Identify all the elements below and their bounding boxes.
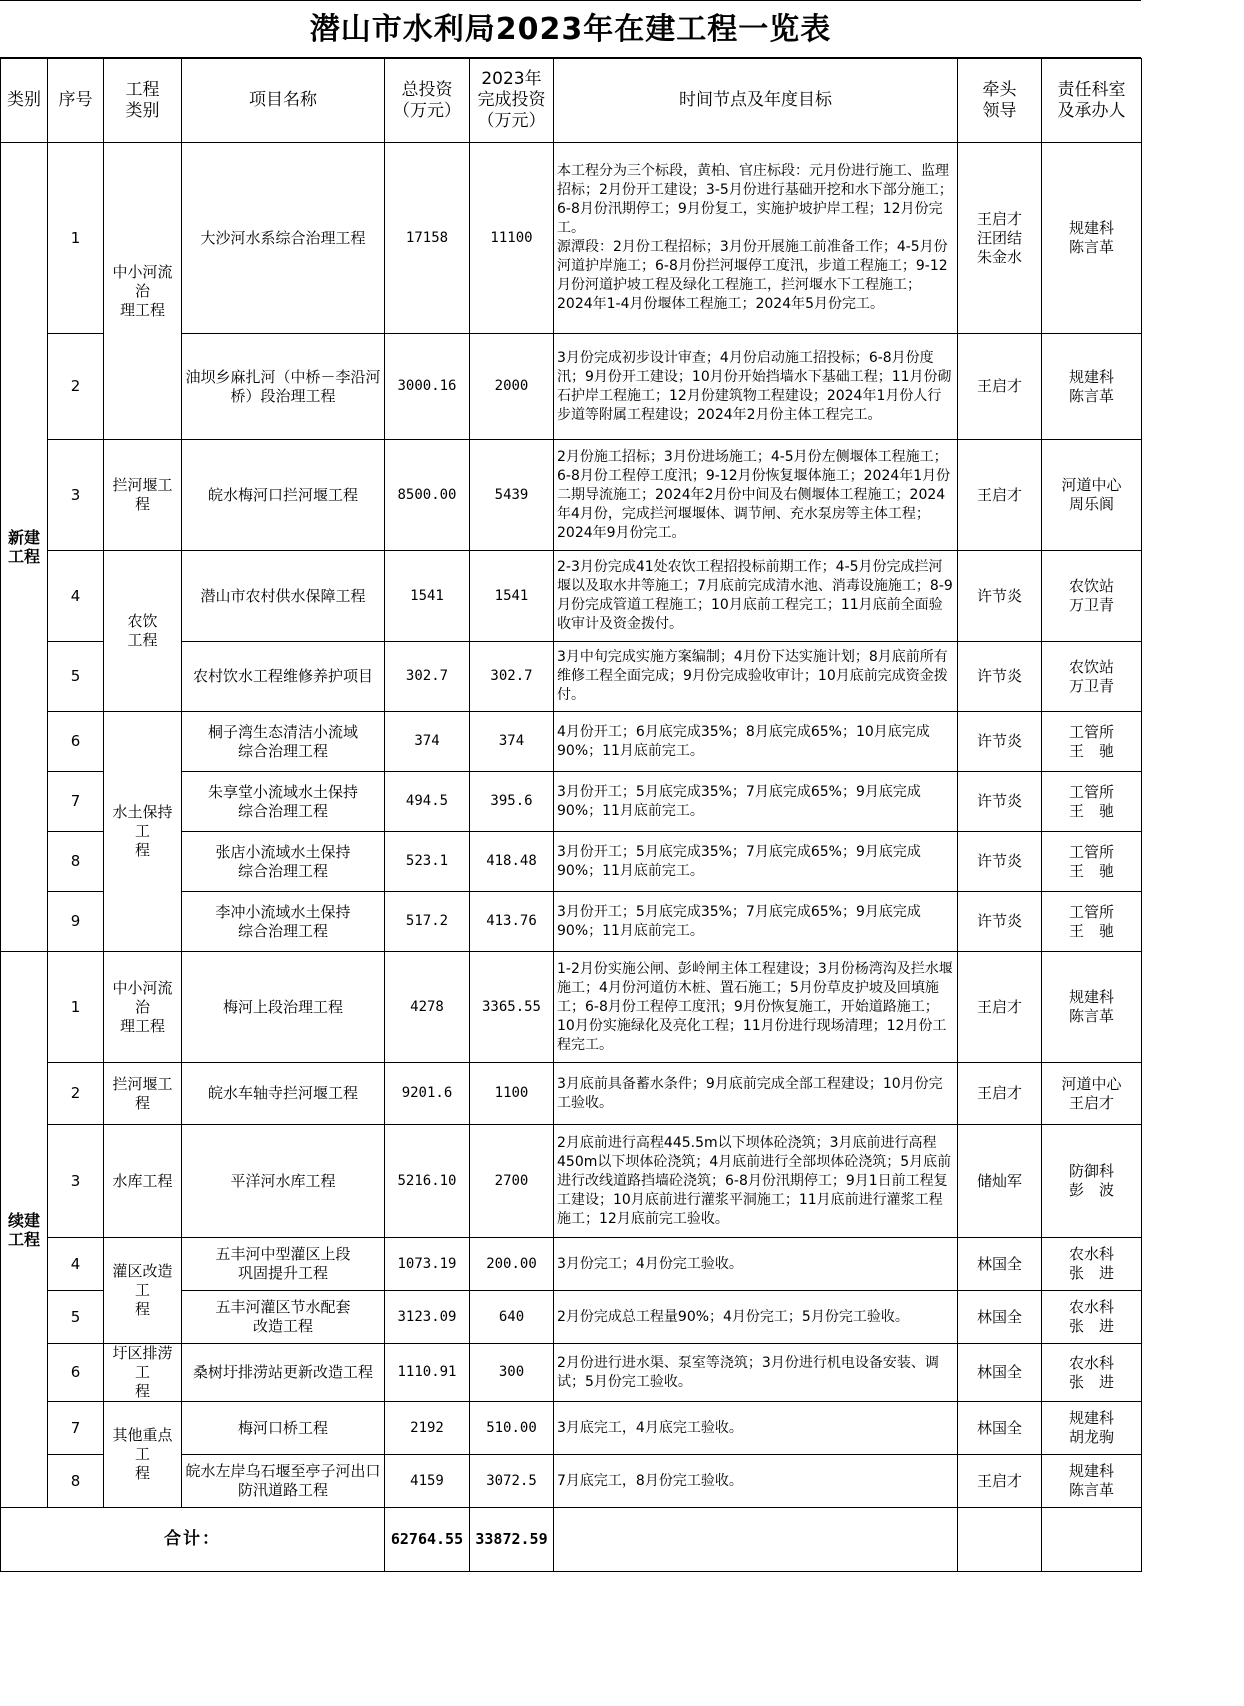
total-empty-cell <box>554 1508 958 1572</box>
milestones-cell: 3月份开工；5月底完成35%；7月底完成65%；9月底完成90%；11月底前完工。 <box>554 892 958 952</box>
table-row <box>1 1125 1142 1238</box>
seq-cell: 2 <box>48 334 104 440</box>
responsible-cell: 防御科 彭 波 <box>1042 1125 1142 1238</box>
total-investment-cell: 302.7 <box>385 642 470 712</box>
seq-cell: 1 <box>48 143 104 334</box>
seq-cell: 8 <box>48 832 104 892</box>
total-investment-sum: 62764.55 <box>385 1508 470 1572</box>
header-row <box>1 59 1142 143</box>
completed-cell: 302.7 <box>470 642 554 712</box>
header-responsible: 责任科室 及承办人 <box>1042 59 1142 143</box>
project-name-cell: 桐子湾生态清洁小流域 综合治理工程 <box>182 712 385 772</box>
table-row <box>1 1344 1142 1402</box>
total-investment-cell: 1110.91 <box>385 1344 470 1402</box>
header-seq: 序号 <box>48 59 104 143</box>
milestones-cell: 2-3月份完成41处农饮工程招投标前期工作；4-5月份完成拦河堰以及取水井等施工；7月底前完成清水池、消毒设施施工；8-9月份完成管道工程施工；10月底前工程完工；11月底前全面验收审计及资金拨付。 <box>554 551 958 642</box>
completed-cell: 3072.5 <box>470 1455 554 1508</box>
milestones-cell: 3月份开工；5月底完成35%；7月底完成65%；9月底完成90%；11月底前完工。 <box>554 832 958 892</box>
seq-cell: 4 <box>48 551 104 642</box>
lead-cell: 储灿军 <box>958 1125 1042 1238</box>
lead-cell: 林国全 <box>958 1238 1042 1291</box>
total-investment-cell: 4278 <box>385 952 470 1063</box>
total-investment-cell: 374 <box>385 712 470 772</box>
total-investment-cell: 2192 <box>385 1402 470 1455</box>
seq-cell: 5 <box>48 1291 104 1344</box>
total-investment-cell: 3123.09 <box>385 1291 470 1344</box>
project-name-cell: 农村饮水工程维修养护项目 <box>182 642 385 712</box>
completed-cell: 640 <box>470 1291 554 1344</box>
project-name-cell: 皖水车轴寺拦河堰工程 <box>182 1063 385 1125</box>
project-name-cell: 平洋河水库工程 <box>182 1125 385 1238</box>
header-project-name: 项目名称 <box>182 59 385 143</box>
header-milestones: 时间节点及年度目标 <box>554 59 958 143</box>
seq-cell: 1 <box>48 952 104 1063</box>
seq-cell: 3 <box>48 440 104 551</box>
milestones-cell: 3月底完工，4月底完工验收。 <box>554 1402 958 1455</box>
total-investment-cell: 3000.16 <box>385 334 470 440</box>
responsible-cell: 农饮站 万卫青 <box>1042 642 1142 712</box>
seq-cell: 7 <box>48 1402 104 1455</box>
project-name-cell: 梅河口桥工程 <box>182 1402 385 1455</box>
lead-cell: 王启才 <box>958 1063 1042 1125</box>
project-name-cell: 潜山市农村供水保障工程 <box>182 551 385 642</box>
project-name-cell: 皖水左岸乌石堰至亭子河出口 防汛道路工程 <box>182 1455 385 1508</box>
responsible-cell: 农水科 张 进 <box>1042 1238 1142 1291</box>
seq-cell: 6 <box>48 712 104 772</box>
lead-cell: 林国全 <box>958 1291 1042 1344</box>
project-type-cell: 农饮 工程 <box>104 551 182 712</box>
milestones-cell: 3月份完成初步设计审查；4月份启动施工招投标；6-8月份度汛；9月份开工建设；10月份开始挡墙水下基础工程；11月份砌石护岸工程施工；12月份建筑物工程建设；2024年1月份人行步道等附属工程建设；2024年2月份主体工程完工。 <box>554 334 958 440</box>
responsible-cell: 工管所 王 驰 <box>1042 772 1142 832</box>
completed-cell: 374 <box>470 712 554 772</box>
total-investment-cell: 9201.6 <box>385 1063 470 1125</box>
seq-cell: 3 <box>48 1125 104 1238</box>
projects-table <box>0 58 1142 1572</box>
lead-cell: 林国全 <box>958 1344 1042 1402</box>
lead-cell: 许节炎 <box>958 892 1042 952</box>
project-type-cell: 水库工程 <box>104 1125 182 1238</box>
project-type-cell: 灌区改造工 程 <box>104 1238 182 1344</box>
total-investment-cell: 8500.00 <box>385 440 470 551</box>
project-name-cell: 张店小流域水土保持 综合治理工程 <box>182 832 385 892</box>
milestones-cell: 3月份开工；5月底完成35%；7月底完成65%；9月底完成90%；11月底前完工。 <box>554 772 958 832</box>
project-name-cell: 皖水梅河口拦河堰工程 <box>182 440 385 551</box>
seq-cell: 2 <box>48 1063 104 1125</box>
header-total-investment: 总投资 （万元） <box>385 59 470 143</box>
project-type-cell: 水土保持工 程 <box>104 712 182 952</box>
total-investment-cell: 1541 <box>385 551 470 642</box>
project-type-cell: 拦河堰工程 <box>104 1063 182 1125</box>
lead-cell: 许节炎 <box>958 772 1042 832</box>
table-row <box>1 143 1142 334</box>
completed-cell: 200.00 <box>470 1238 554 1291</box>
table-row <box>1 1063 1142 1125</box>
lead-cell: 王启才 <box>958 1455 1042 1508</box>
lead-cell: 许节炎 <box>958 832 1042 892</box>
total-investment-cell: 517.2 <box>385 892 470 952</box>
responsible-cell: 工管所 王 驰 <box>1042 832 1142 892</box>
total-investment-cell: 5216.10 <box>385 1125 470 1238</box>
completed-cell: 418.48 <box>470 832 554 892</box>
completed-cell: 300 <box>470 1344 554 1402</box>
page-title: 潜山市水利局2023年在建工程一览表 <box>0 0 1141 58</box>
milestones-cell: 2月份进行进水渠、泵室等浇筑；3月份进行机电设备安装、调试；5月份完工验收。 <box>554 1344 958 1402</box>
total-investment-cell: 523.1 <box>385 832 470 892</box>
project-name-cell: 桑树圩排涝站更新改造工程 <box>182 1344 385 1402</box>
responsible-cell: 工管所 王 驰 <box>1042 712 1142 772</box>
seq-cell: 8 <box>48 1455 104 1508</box>
completed-cell: 1541 <box>470 551 554 642</box>
total-empty-cell <box>1042 1508 1142 1572</box>
lead-cell: 许节炎 <box>958 642 1042 712</box>
responsible-cell: 农水科 张 进 <box>1042 1344 1142 1402</box>
seq-cell: 4 <box>48 1238 104 1291</box>
seq-cell: 5 <box>48 642 104 712</box>
project-name-cell: 大沙河水系综合治理工程 <box>182 143 385 334</box>
completed-cell: 5439 <box>470 440 554 551</box>
responsible-cell: 工管所 王 驰 <box>1042 892 1142 952</box>
completed-cell: 2000 <box>470 334 554 440</box>
project-type-cell: 中小河流治 理工程 <box>104 952 182 1063</box>
project-type-cell: 其他重点工 程 <box>104 1402 182 1508</box>
lead-cell: 许节炎 <box>958 551 1042 642</box>
completed-cell: 2700 <box>470 1125 554 1238</box>
lead-cell: 王启才 <box>958 952 1042 1063</box>
project-name-cell: 油坝乡麻扎河（中桥－李沿河桥）段治理工程 <box>182 334 385 440</box>
milestones-cell: 2月底前进行高程445.5m以下坝体砼浇筑；3月底前进行高程450m以下坝体砼浇筑；4月底前进行全部坝体砼浇筑；5月底前进行改线道路挡墙砼浇筑；6-8月份汛期停工；9月1日前工程复工建设；10月底前进行灌浆平洞施工；11月底前进行灌浆工程施工；12月底前完工验收。 <box>554 1125 958 1238</box>
total-investment-cell: 4159 <box>385 1455 470 1508</box>
table-row <box>1 1238 1142 1291</box>
table-row <box>1 440 1142 551</box>
completed-cell: 395.6 <box>470 772 554 832</box>
total-investment-cell: 17158 <box>385 143 470 334</box>
header-completed-2023: 2023年 完成投资 （万元） <box>470 59 554 143</box>
header-category: 类别 <box>1 59 48 143</box>
project-name-cell: 五丰河中型灌区上段 巩固提升工程 <box>182 1238 385 1291</box>
header-lead: 牵头 领导 <box>958 59 1042 143</box>
completed-cell: 3365.55 <box>470 952 554 1063</box>
lead-cell: 许节炎 <box>958 712 1042 772</box>
project-name-cell: 梅河上段治理工程 <box>182 952 385 1063</box>
table-row <box>1 551 1142 642</box>
milestones-cell: 2月份施工招标；3月份进场施工；4-5月份左侧堰体工程施工；6-8月份工程停工度汛；9-12月份恢复堰体施工；2024年1月份二期导流施工；2024年2月份中间及右侧堰体工程施工；2024年4月份，完成拦河堰堰体、调节闸、充水泵房等主体工程；2024年9月份完工。 <box>554 440 958 551</box>
responsible-cell: 规建科 陈言革 <box>1042 952 1142 1063</box>
total-investment-cell: 1073.19 <box>385 1238 470 1291</box>
completed-cell: 1100 <box>470 1063 554 1125</box>
lead-cell: 林国全 <box>958 1402 1042 1455</box>
completed-cell: 11100 <box>470 143 554 334</box>
responsible-cell: 规建科 陈言革 <box>1042 1455 1142 1508</box>
category-continued: 续建 工程 <box>1 952 48 1508</box>
milestones-cell: 3月份完工；4月份完工验收。 <box>554 1238 958 1291</box>
seq-cell: 9 <box>48 892 104 952</box>
milestones-cell: 3月底前具备蓄水条件；9月底前完成全部工程建设；10月份完工验收。 <box>554 1063 958 1125</box>
completed-sum: 33872.59 <box>470 1508 554 1572</box>
table-row <box>1 712 1142 772</box>
responsible-cell: 农饮站 万卫青 <box>1042 551 1142 642</box>
responsible-cell: 规建科 胡龙驹 <box>1042 1402 1142 1455</box>
responsible-cell: 农水科 张 进 <box>1042 1291 1142 1344</box>
total-label: 合计： <box>1 1508 385 1572</box>
milestones-cell: 7月底完工，8月份完工验收。 <box>554 1455 958 1508</box>
milestones-cell: 本工程分为三个标段，黄柏、官庄标段：元月份进行施工、监理招标；2月份开工建设；3-5月份进行基础开挖和水下部分施工；6-8月份汛期停工；9月份复工，实施护坡护岸工程；12月份完工。 源潭段：2月份工程招标；3月份开展施工前准备工作；4-5月份河道护岸施工；6-8月份拦河堰停工度汛，步道工程施工；9-12月份河道护坡工程及绿化工程施工，拦河堰水下工程施工；2024年1-4月份堰体工程施工；2024年5月份完工。 <box>554 143 958 334</box>
milestones-cell: 1-2月份实施公闸、彭岭闸主体工程建设；3月份杨湾沟及拦水堰施工；4月份河道仿木桩、置石施工；5月份草皮护坡及回填施工；6-8月份工程停工度汛；9月份恢复施工，开始道路施工；10月份实施绿化及亮化工程；11月份进行现场清理；12月份工程完工。 <box>554 952 958 1063</box>
responsible-cell: 规建科 陈言革 <box>1042 143 1142 334</box>
responsible-cell: 规建科 陈言革 <box>1042 334 1142 440</box>
responsible-cell: 河道中心 周乐阆 <box>1042 440 1142 551</box>
lead-cell: 王启才 <box>958 334 1042 440</box>
header-project-type: 工程 类别 <box>104 59 182 143</box>
project-type-cell: 拦河堰工程 <box>104 440 182 551</box>
total-row <box>1 1508 1142 1572</box>
completed-cell: 413.76 <box>470 892 554 952</box>
total-investment-cell: 494.5 <box>385 772 470 832</box>
lead-cell: 王启才 <box>958 440 1042 551</box>
project-name-cell: 五丰河灌区节水配套 改造工程 <box>182 1291 385 1344</box>
project-type-cell: 圩区排涝工 程 <box>104 1344 182 1402</box>
lead-cell: 王启才 汪团结 朱金水 <box>958 143 1042 334</box>
project-name-cell: 朱享堂小流域水土保持 综合治理工程 <box>182 772 385 832</box>
milestones-cell: 3月中旬完成实施方案编制；4月份下达实施计划；8月底前所有维修工程全面完成；9月份完成验收审计；10月底前完成资金拨付。 <box>554 642 958 712</box>
table-row <box>1 952 1142 1063</box>
project-name-cell: 李冲小流域水土保持 综合治理工程 <box>182 892 385 952</box>
category-new: 新建 工程 <box>1 143 48 952</box>
milestones-cell: 4月份开工；6月底完成35%；8月底完成65%；10月底完成90%；11月底前完工。 <box>554 712 958 772</box>
total-empty-cell <box>958 1508 1042 1572</box>
project-type-cell: 中小河流治 理工程 <box>104 143 182 440</box>
milestones-cell: 2月份完成总工程量90%；4月份完工；5月份完工验收。 <box>554 1291 958 1344</box>
seq-cell: 6 <box>48 1344 104 1402</box>
seq-cell: 7 <box>48 772 104 832</box>
responsible-cell: 河道中心 王启才 <box>1042 1063 1142 1125</box>
table-row <box>1 1402 1142 1455</box>
completed-cell: 510.00 <box>470 1402 554 1455</box>
